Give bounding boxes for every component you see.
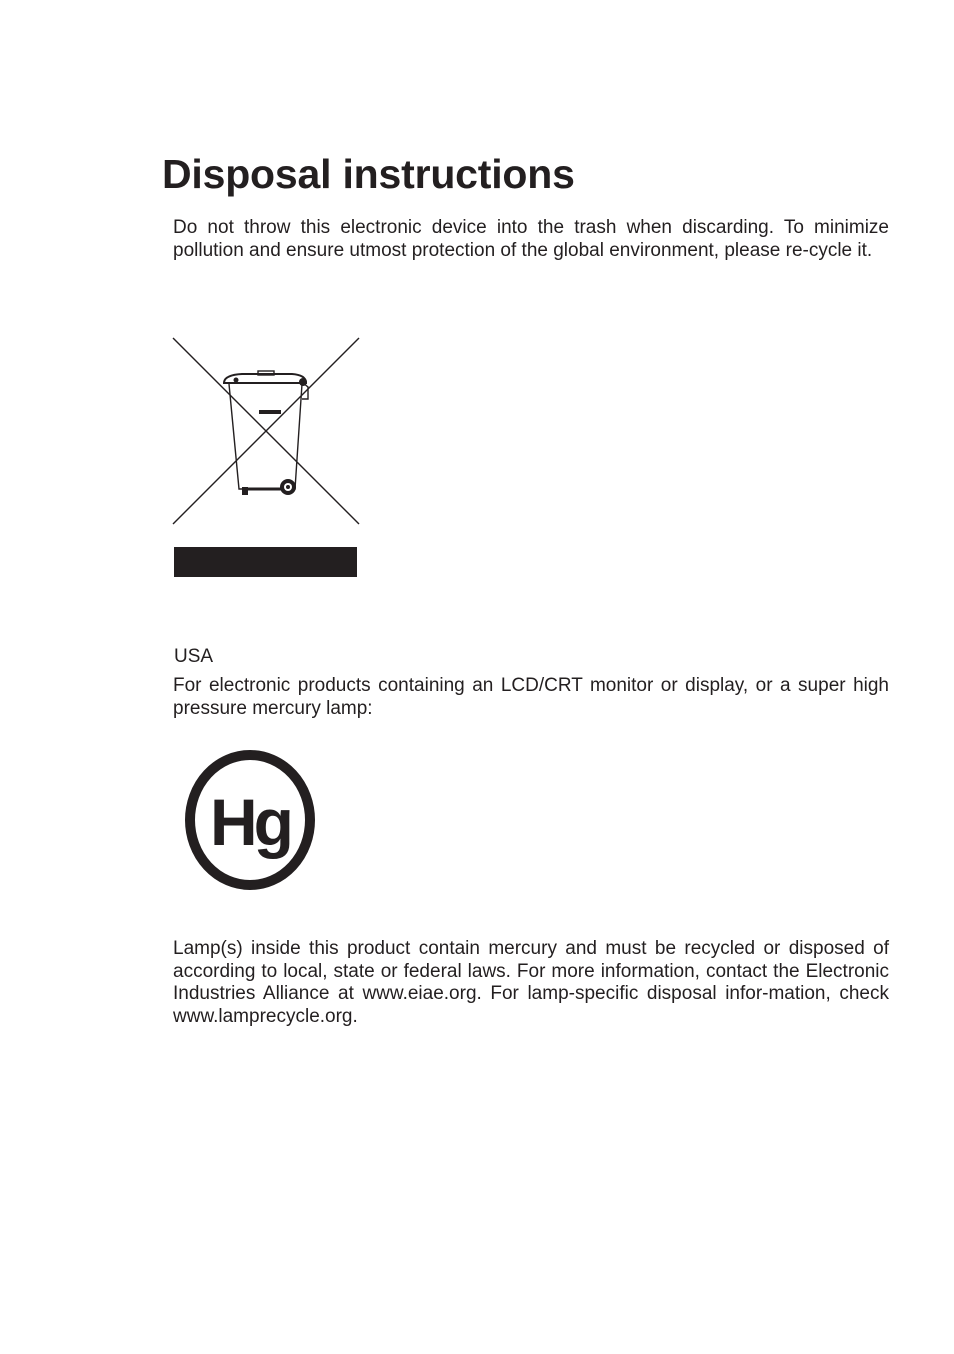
mercury-lamp-paragraph: For electronic products containing an LCD/CRT monitor or display, or a super high pressure mercury lamp: [173,675,889,719]
weee-solid-bar [174,547,357,577]
page-title: Disposal instructions [162,151,575,197]
hg-symbol-text: Hg [210,785,290,859]
crossed-out-wheelie-bin-icon [172,337,360,527]
mercury-disposal-paragraph: Lamp(s) inside this product contain mercury and must be recycled or disposed of according to local, state or federal laws. For more information, contact the Electronic Industries Alliance at www.eiae.org. For lamp-specific disposal infor-mation, check www.lamprecycle.org. [173,938,889,1028]
hg-mercury-icon [182,747,318,893]
region-label: USA [174,646,214,667]
disposal-paragraph: Do not throw this electronic device into the trash when discarding. To minimize pollution and ensure utmost protection of the global environment, please re-cycle it. [173,217,889,261]
